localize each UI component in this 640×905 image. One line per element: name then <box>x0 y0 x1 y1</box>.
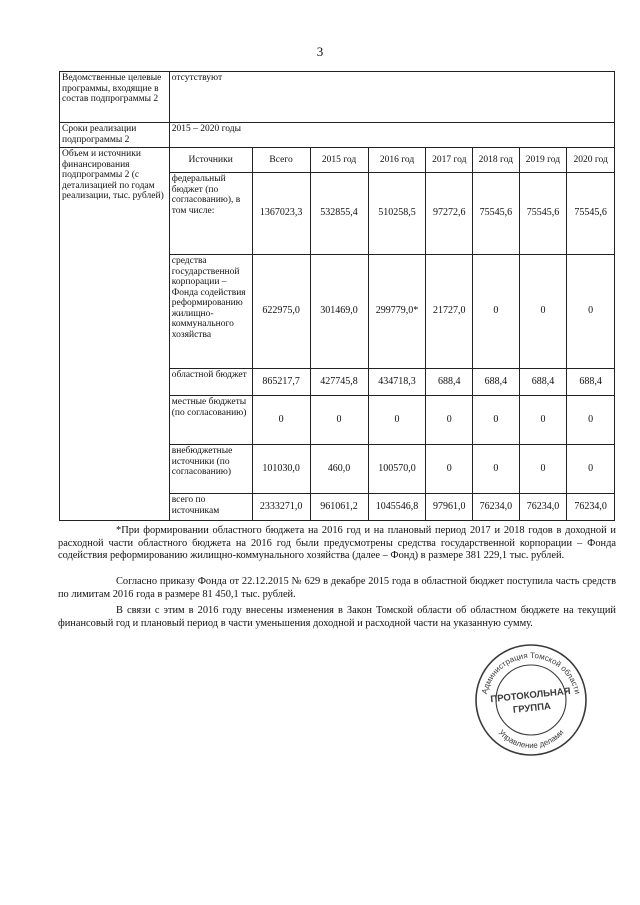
table-row <box>60 123 615 148</box>
header-year: 2016 год <box>368 148 426 173</box>
note-text: В связи с этим в 2016 году внесены изменения в Закон Томской области об областном бюджете на текущий финансовый год и плановый период в части уменьшения доходной и расходной части на указанную сумму. <box>58 605 616 629</box>
value-cell: 510258,5 <box>368 173 426 255</box>
value-cell: 0 <box>567 396 615 445</box>
value-cell: 97961,0 <box>426 494 473 521</box>
value-cell: 76234,0 <box>567 494 615 521</box>
note-text: Согласно приказу Фонда от 22.12.2015 № 629 в декабре 2015 года в областной бюджет поступила часть средств по лимитам 2016 года в размере 81 450,1 тыс. рублей. <box>58 576 616 600</box>
value-cell: 0 <box>426 396 473 445</box>
value-cell: 21727,0 <box>426 255 473 369</box>
value-cell: 961061,2 <box>310 494 368 521</box>
value-cell: 301469,0 <box>310 255 368 369</box>
value-cell: 75545,6 <box>519 173 567 255</box>
row-value: отсутствуют <box>169 72 614 123</box>
value-cell: 532855,4 <box>310 173 368 255</box>
source-cell: областной бюджет <box>169 369 252 396</box>
value-cell: 97272,6 <box>426 173 473 255</box>
value-cell: 688,4 <box>567 369 615 396</box>
value-cell: 100570,0 <box>368 445 426 494</box>
value-cell: 688,4 <box>426 369 473 396</box>
note-paragraph <box>58 576 616 601</box>
value-cell: 865217,7 <box>252 369 310 396</box>
value-cell: 0 <box>567 445 615 494</box>
value-cell: 76234,0 <box>473 494 520 521</box>
row-value: 2015 – 2020 годы <box>169 123 614 148</box>
value-cell: 0 <box>519 396 567 445</box>
source-cell: средства государственной корпорации – Фонда содействия реформированию жилищно-коммунального хозяйства <box>169 255 252 369</box>
page-number: 3 <box>316 44 324 59</box>
value-cell: 434718,3 <box>368 369 426 396</box>
row-label: Объем и источники финансирования подпрограммы 2 (с детализацией по годам реализации, тыс. рублей) <box>60 148 170 521</box>
value-cell: 427745,8 <box>310 369 368 396</box>
value-cell: 688,4 <box>473 369 520 396</box>
value-cell: 0 <box>567 255 615 369</box>
note-text: *При формировании областного бюджета на 2016 год и на плановый период 2017 и 2018 годов в доходной и расходной части областного бюджета на 2016 год были предусмотрены средства государственной корпорации – Фонда содействия реформированию жилищно-коммунального хозяйства (далее – Фонд) в размере 381 229,1 тыс. рублей. <box>58 525 616 561</box>
stamp-center-line2: ГРУППА <box>512 700 552 716</box>
value-cell: 0 <box>368 396 426 445</box>
row-label: Сроки реализации подпрограммы 2 <box>60 123 170 148</box>
table-row <box>60 72 615 123</box>
value-cell: 1045546,8 <box>368 494 426 521</box>
value-cell: 2333271,0 <box>252 494 310 521</box>
value-cell: 0 <box>519 255 567 369</box>
value-cell: 0 <box>519 445 567 494</box>
source-cell: всего по источникам <box>169 494 252 521</box>
source-cell: местные бюджеты (по согласованию) <box>169 396 252 445</box>
official-stamp <box>474 643 588 757</box>
header-year: 2017 год <box>426 148 473 173</box>
stamp-ring-top: Администрация Томской области <box>479 650 583 695</box>
value-cell: 0 <box>310 396 368 445</box>
header-year: 2018 год <box>473 148 520 173</box>
note-paragraph <box>58 605 616 630</box>
value-cell: 622975,0 <box>252 255 310 369</box>
value-cell: 0 <box>473 255 520 369</box>
value-cell: 76234,0 <box>519 494 567 521</box>
row-label: Ведомственные целевые программы, входящие в состав подпрограммы 2 <box>60 72 170 123</box>
value-cell: 0 <box>426 445 473 494</box>
value-cell: 688,4 <box>519 369 567 396</box>
footnote-paragraph <box>58 525 616 563</box>
table-header-row <box>60 148 615 173</box>
value-cell: 75545,6 <box>567 173 615 255</box>
header-year: 2020 год <box>567 148 615 173</box>
value-cell: 299779,0* <box>368 255 426 369</box>
stamp-ring-bottom: Управление делами <box>496 727 566 751</box>
header-source: Источники <box>169 148 252 173</box>
header-total: Всего <box>252 148 310 173</box>
source-cell: федеральный бюджет (по согласованию), в том числе: <box>169 173 252 255</box>
source-cell: внебюджетные источники (по согласованию) <box>169 445 252 494</box>
subprogram-table <box>59 71 615 521</box>
value-cell: 0 <box>252 396 310 445</box>
header-year: 2015 год <box>310 148 368 173</box>
value-cell: 101030,0 <box>252 445 310 494</box>
value-cell: 0 <box>473 445 520 494</box>
stamp-center-line1: ПРОТОКОЛЬНАЯ <box>489 685 572 706</box>
value-cell: 0 <box>473 396 520 445</box>
value-cell: 460,0 <box>310 445 368 494</box>
value-cell: 75545,6 <box>473 173 520 255</box>
value-cell: 1367023,3 <box>252 173 310 255</box>
header-year: 2019 год <box>519 148 567 173</box>
